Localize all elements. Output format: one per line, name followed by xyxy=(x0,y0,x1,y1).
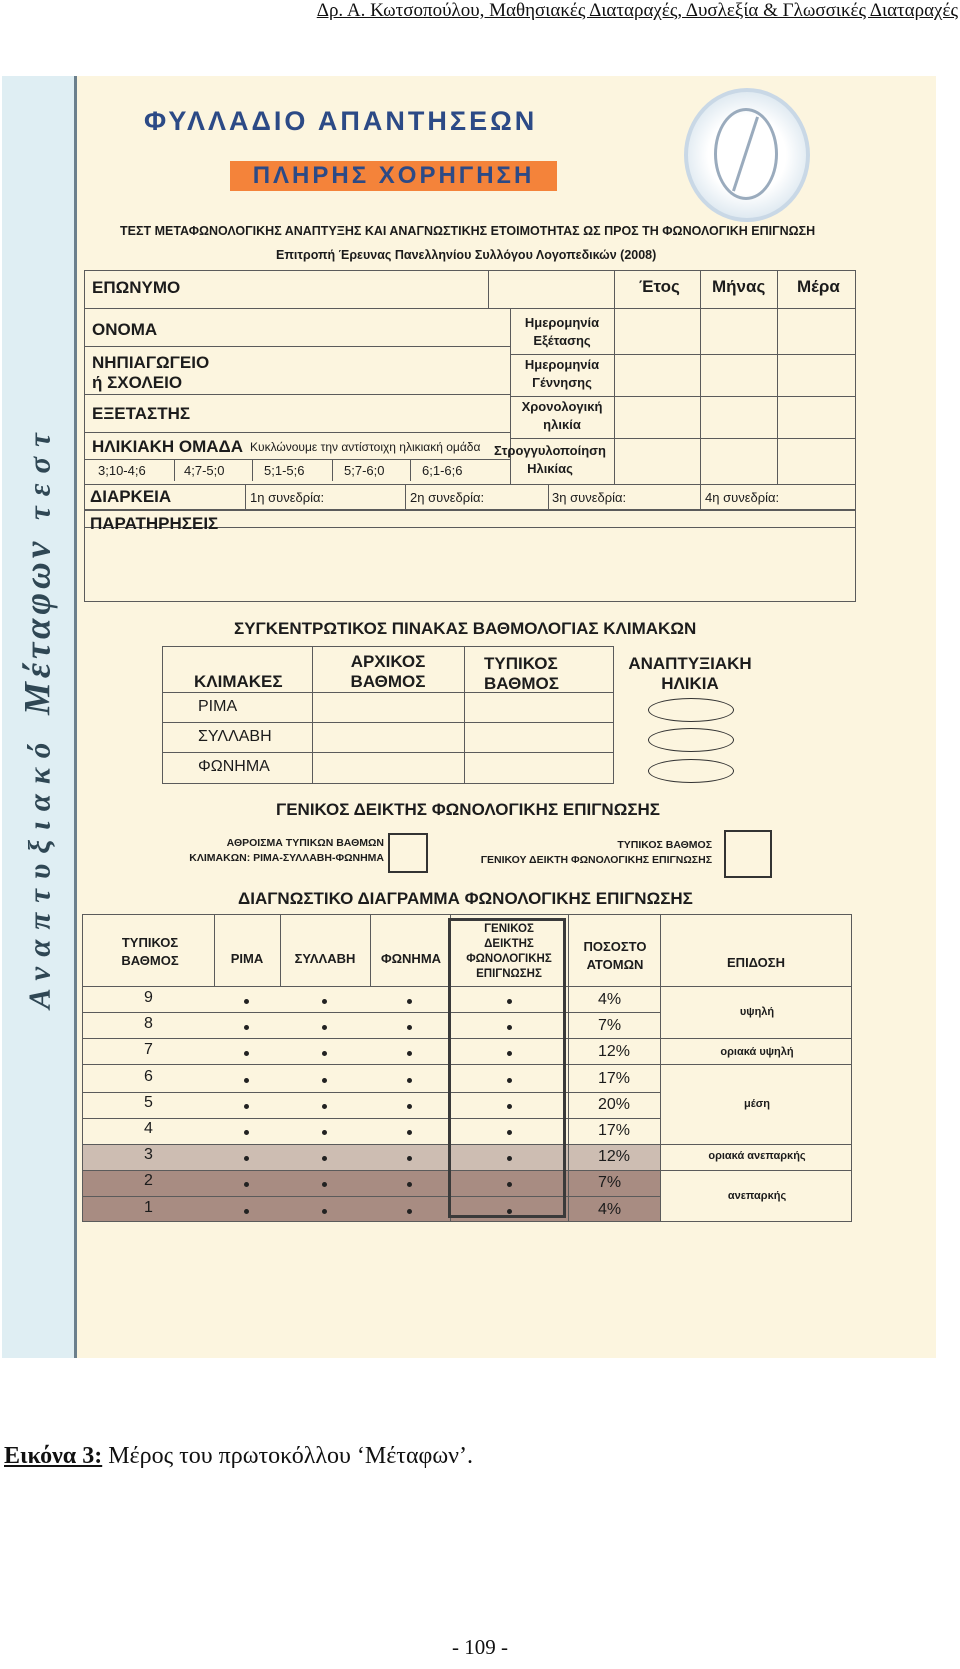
general-score-box xyxy=(724,830,772,878)
examiner-label: ΕΞΕΤΑΣΤΗΣ xyxy=(92,404,191,423)
score-dot xyxy=(322,999,327,1004)
performance-average: μέση xyxy=(744,1098,770,1110)
score-dot xyxy=(322,1104,327,1109)
score-value: 3 xyxy=(144,1146,153,1164)
diag-col-syllable: ΣΥΛΛΑΒΗ xyxy=(294,951,356,966)
score-dot xyxy=(407,1104,412,1109)
committee-line: Επιτροπή Έρευνας Πανελληνίου Συλλόγου Λογοπεδικών (2008) xyxy=(276,248,657,262)
score-value: 5 xyxy=(144,1093,153,1111)
score-dot xyxy=(244,999,249,1004)
percent-value: 7% xyxy=(598,1174,622,1192)
summary-row-phoneme: ΦΩΝΗΜΑ xyxy=(198,758,270,775)
score-dot xyxy=(244,1104,249,1109)
summary-col-raw: ΑΡΧΙΚΟΣ ΒΑΘΜΟΣ xyxy=(350,652,426,691)
score-dot xyxy=(322,1209,327,1214)
score-value: 4 xyxy=(144,1120,153,1137)
dev-age-oval xyxy=(648,698,734,722)
exam-date-label: Ημερομηνία Εξέτασης xyxy=(524,315,600,348)
score-dot xyxy=(507,1078,512,1083)
diagnostic-title: ΔΙΑΓΝΩΣΤΙΚΟ ΔΙΑΓΡΑΜΜΑ ΦΩΝΟΛΟΓΙΚΗΣ ΕΠΙΓΝΩΣΗΣ xyxy=(238,889,693,908)
score-dot xyxy=(244,1209,249,1214)
name-label: ΟΝΟΜΑ xyxy=(92,320,158,339)
percent-value: 12% xyxy=(598,1043,631,1061)
age-group-label: ΗΛΙΚΙΑΚΗ ΟΜΑΔΑ xyxy=(92,437,244,456)
age-range: 4;7-5;0 xyxy=(184,463,225,478)
age-range: 5;1-5;6 xyxy=(264,463,305,478)
score-value: 9 xyxy=(144,989,153,1006)
summary-col-scales: ΚΛΙΜΑΚΕΣ xyxy=(194,672,283,691)
session-label: 1η συνεδρία: xyxy=(250,490,325,505)
score-dot xyxy=(244,1078,249,1083)
performance-high: υψηλή xyxy=(739,1006,775,1018)
general-index-title: ΓΕΝΙΚΟΣ ΔΕΙΚΤΗΣ ΦΩΝΟΛΟΓΙΚΗΣ ΕΠΙΓΝΩΣΗΣ xyxy=(276,800,661,819)
performance-borderline-insufficient: οριακά ανεπαρκής xyxy=(708,1150,806,1162)
page-number: - 109 - xyxy=(452,1635,508,1659)
scanned-form xyxy=(2,76,936,1358)
diag-col-general: ΓΕΝΙΚΟΣ ΔΕΙΚΤΗΣ ΦΩΝΟΛΟΓΙΚΗΣ ΕΠΙΓΝΩΣΗΣ xyxy=(466,923,552,980)
summary-row-rhyme: ΡΙΜΑ xyxy=(198,698,238,715)
score-dot xyxy=(407,999,412,1004)
session-label: 2η συνεδρία: xyxy=(410,490,485,505)
logo-emblem xyxy=(684,88,810,222)
score-value: 2 xyxy=(144,1172,153,1190)
score-dot xyxy=(322,1130,327,1135)
diag-col-percent: ΠΟΣΟΣΤΟ ΑΤΟΜΩΝ xyxy=(583,939,647,972)
form-subtitle: ΤΕΣΤ ΜΕΤΑΦΩΝΟΛΟΓΙΚΗΣ ΑΝΑΠΤΥΞΗΣ ΚΑΙ ΑΝΑΓΝΩΣΤΙΚΗΣ ΕΤΟΙΜΟΤΗΤΑΣ ΩΣ ΠΡΟΣ ΤΗ ΦΩΝΟΛΟΓΙΚΗ ΕΠΙΓΝΩΣΗ xyxy=(120,224,816,238)
score-dot xyxy=(507,999,512,1004)
score-dot xyxy=(507,1104,512,1109)
diag-col-rhyme: ΡΙΜΑ xyxy=(230,951,264,966)
percent-value: 17% xyxy=(598,1122,631,1139)
diag-col-phoneme: ΦΩΝΗΜΑ xyxy=(380,951,442,966)
score-dot xyxy=(407,1209,412,1214)
school-label-line2: ή ΣΧΟΛΕΙΟ xyxy=(92,373,183,392)
running-head: Δρ. Α. Κωτσοπούλου, Μαθησιακές Διαταραχές, Δυσλεξία & Γλωσσικές Διαταραχές xyxy=(316,0,958,21)
figure-caption: Εικόνα 3: Μέρος του πρωτοκόλλου ‘Μέταφων’. xyxy=(4,1443,474,1469)
age-range: 6;1-6;6 xyxy=(422,463,463,478)
score-dot xyxy=(407,1078,412,1083)
diag-col-performance: ΕΠΙΔΟΣΗ xyxy=(727,955,785,970)
percent-value: 20% xyxy=(598,1095,631,1113)
form-title: ΦΥΛΛΑΔΙΟ ΑΠΑΝΤΗΣΕΩΝ xyxy=(144,106,538,136)
surname-label: ΕΠΩΝΥΜΟ xyxy=(92,278,181,297)
spine-title: Αναπτυξιακό Μέταφων τεστ xyxy=(17,423,59,1009)
school-label-line1: ΝΗΠΙΑΓΩΓΕΙΟ xyxy=(92,353,210,372)
age-group-note: Κυκλώνουμε την αντίστοιχη ηλικιακή ομάδα xyxy=(250,440,481,454)
session-label: 4η συνεδρία: xyxy=(705,490,780,505)
age-range: 3;10-4;6 xyxy=(98,463,146,478)
date-col-day: Μέρα xyxy=(797,277,840,296)
score-value: 8 xyxy=(144,1015,153,1033)
percent-value: 4% xyxy=(598,1200,622,1218)
percent-value: 4% xyxy=(598,991,622,1008)
percent-value: 12% xyxy=(598,1148,631,1166)
full-administration-banner: ΠΛΗΡΗΣ ΧΟΡΗΓΗΣΗ xyxy=(230,161,557,191)
general-standard-score-label: ΤΥΠΙΚΟΣ ΒΑΘΜΟΣ ΓΕΝΙΚΟΥ ΔΕΙΚΤΗ ΦΩΝΟΛΟΓΙΚΗΣ ΕΠΙΓΝΩΣΗΣ xyxy=(480,839,712,866)
summary-row-syllable: ΣΥΛΛΑΒΗ xyxy=(198,728,272,745)
dev-age-oval xyxy=(648,759,734,783)
duration-label: ΔΙΑΡΚΕΙΑ xyxy=(90,487,172,506)
performance-insufficient: ανεπαρκής xyxy=(727,1190,787,1202)
score-dot xyxy=(507,1130,512,1135)
score-dot xyxy=(322,1078,327,1083)
score-dot xyxy=(244,1130,249,1135)
sum-standard-scores-label: ΑΘΡΟΙΣΜΑ ΤΥΠΙΚΩΝ ΒΑΘΜΩΝ ΚΛΙΜΑΚΩΝ: ΡΙΜΑ-ΣΥΛΛΑΒΗ-ΦΩΝΗΜΑ xyxy=(189,837,384,864)
summary-title: ΣΥΓΚΕΝΤΡΩΤΙΚΟΣ ΠΙΝΑΚΑΣ ΒΑΘΜΟΛΟΓΙΑΣ ΚΛΙΜΑΚΩΝ xyxy=(234,619,697,638)
score-dot xyxy=(407,1130,412,1135)
performance-borderline-high: οριακά υψηλή xyxy=(720,1046,794,1058)
percent-value: 7% xyxy=(598,1017,622,1035)
form-spine xyxy=(2,76,77,1358)
chronological-age-label: Χρονολογική ηλικία xyxy=(521,399,603,432)
sum-score-box xyxy=(388,833,428,873)
score-value: 6 xyxy=(144,1067,153,1085)
remarks-label: ΠΑΡΑΤΗΡΗΣΕΙΣ xyxy=(90,514,219,533)
summary-col-dev-age: ΑΝΑΠΤΥΞΙΑΚΗ ΗΛΙΚΙΑ xyxy=(628,654,752,693)
score-dot xyxy=(507,1209,512,1214)
score-value: 7 xyxy=(144,1041,153,1059)
summary-col-standard: ΤΥΠΙΚΟΣ ΒΑΘΜΟΣ xyxy=(484,654,559,693)
date-col-month: Μήνας xyxy=(712,277,766,296)
dev-age-oval xyxy=(648,728,734,752)
rounded-age-label: Στρογγυλοποίηση Ηλικίας xyxy=(494,443,606,476)
date-col-year: Έτος xyxy=(639,277,680,296)
session-label: 3η συνεδρία: xyxy=(552,490,627,505)
percent-value: 17% xyxy=(598,1069,631,1087)
score-value: 1 xyxy=(144,1198,153,1216)
diag-col-score: ΤΥΠΙΚΟΣ ΒΑΘΜΟΣ xyxy=(121,935,179,968)
birth-date-label: Ημερομηνία Γέννησης xyxy=(524,357,600,390)
age-range: 5;7-6;0 xyxy=(344,463,385,478)
